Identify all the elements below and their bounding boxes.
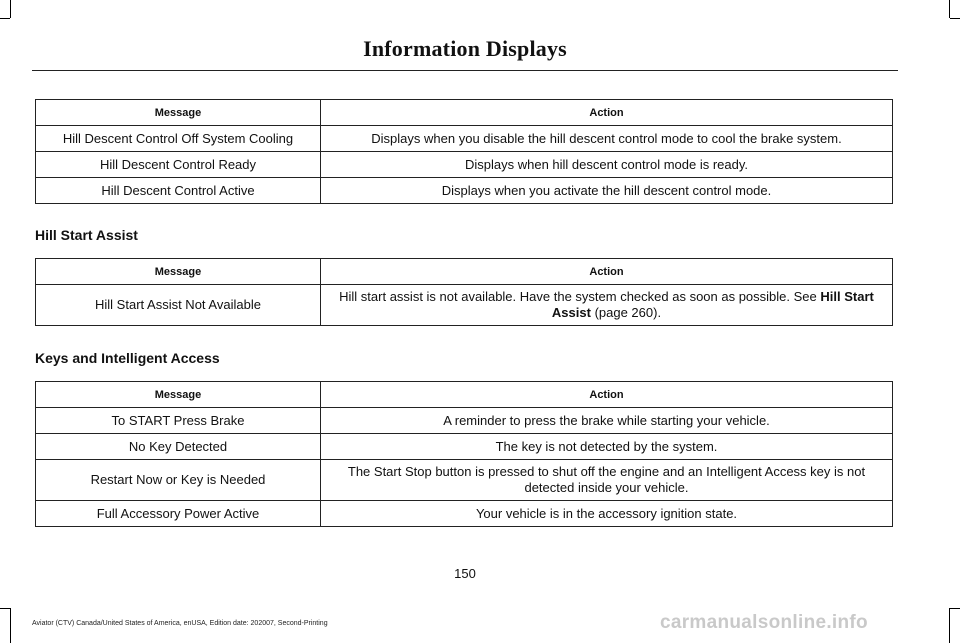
crop-mark-bottom-left-h (0, 608, 10, 609)
crop-mark-bottom-right-h (950, 608, 960, 609)
action-text: Hill start assist is not available. Have the system checked as soon as possible. See (339, 289, 821, 304)
column-header-message: Message (36, 100, 321, 126)
crop-mark-bottom-left-v (10, 608, 11, 643)
action-cell (321, 285, 893, 326)
message-cell: Hill Descent Control Ready (36, 152, 321, 178)
message-cell: To START Press Brake (36, 408, 321, 434)
message-cell: No Key Detected (36, 434, 321, 460)
table-row (36, 285, 893, 326)
table-header-row (36, 100, 893, 126)
message-cell: Hill Start Assist Not Available (36, 285, 321, 326)
crop-mark-top-left-h (0, 18, 10, 19)
title-divider (32, 70, 898, 71)
section-heading-keys: Keys and Intelligent Access (35, 350, 220, 366)
hill-descent-table (35, 99, 893, 204)
message-cell: Hill Descent Control Active (36, 178, 321, 204)
page-title: Information Displays (363, 36, 567, 61)
crop-mark-top-right-v (949, 0, 950, 18)
table-row (36, 460, 893, 501)
action-cell: Displays when hill descent control mode is ready. (321, 152, 893, 178)
message-cell: Hill Descent Control Off System Cooling (36, 126, 321, 152)
watermark: carmanualsonline.info (660, 612, 868, 633)
message-cell: Restart Now or Key is Needed (36, 460, 321, 501)
hill-start-table (35, 258, 893, 326)
action-cell: A reminder to press the brake while starting your vehicle. (321, 408, 893, 434)
table-row (36, 126, 893, 152)
table-header-row (36, 382, 893, 408)
column-header-message: Message (36, 259, 321, 285)
column-header-action: Action (321, 259, 893, 285)
edition-footer: Aviator (CTV) Canada/United States of America, enUSA, Edition date: 202007, Second-Printing (32, 620, 328, 627)
page-number: 150 (454, 566, 476, 581)
table-row (36, 501, 893, 527)
table-row (36, 178, 893, 204)
crop-mark-top-right-h (950, 18, 960, 19)
crop-mark-bottom-right-v (949, 608, 950, 643)
page-reference: (page 260). (590, 305, 662, 320)
table-header-row (36, 259, 893, 285)
column-header-message: Message (36, 382, 321, 408)
message-cell: Full Accessory Power Active (36, 501, 321, 527)
keys-access-table (35, 381, 893, 527)
table-row (36, 434, 893, 460)
action-cell: Your vehicle is in the accessory ignition state. (321, 501, 893, 527)
action-cell: Displays when you activate the hill descent control mode. (321, 178, 893, 204)
column-header-action: Action (321, 382, 893, 408)
table-row (36, 408, 893, 434)
action-cell: The key is not detected by the system. (321, 434, 893, 460)
table-row (36, 152, 893, 178)
action-cell: The Start Stop button is pressed to shut off the engine and an Intelligent Access key is not detected inside your vehicle. (321, 460, 893, 501)
section-heading-hill-start: Hill Start Assist (35, 227, 138, 243)
column-header-action: Action (321, 100, 893, 126)
action-cell: Displays when you disable the hill descent control mode to cool the brake system. (321, 126, 893, 152)
crop-mark-top-left-v (10, 0, 11, 18)
cross-reference-link[interactable]: Hill Start Assist (551, 289, 874, 320)
